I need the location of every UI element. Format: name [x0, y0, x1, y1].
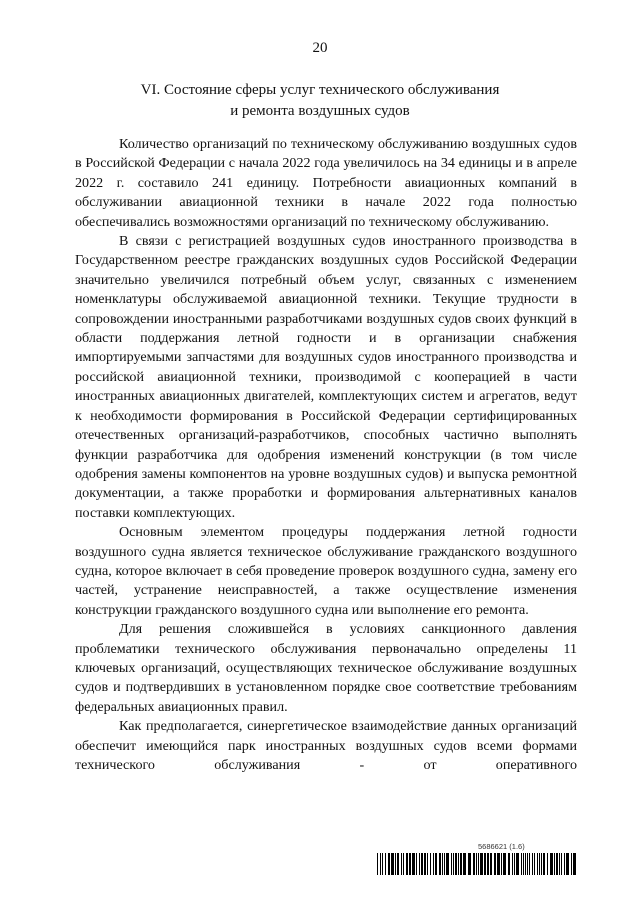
document-body: [75, 135, 577, 775]
paragraph-1: Количество организаций по техническому обслуживанию воздушных судов в Российской Федерации с начала 2022 года увеличилось на 34 единицы и в апреле 2022 г. составило 241 единицу. Потребности авиационных компаний в обслуживании авиационной техники в начале 2022 года полностью обеспечивались возможностями организаций по техническому обслуживанию.: [75, 136, 577, 230]
section-heading-line-2: и ремонта воздушных судов: [230, 103, 410, 119]
section-heading-line-1: VI. Состояние сферы услуг технического обслуживания: [140, 82, 500, 98]
paragraph-5: Как предполагается, синергетическое взаимодействие данных организаций обеспечит имеющийся парк иностранных воздушных судов всеми формами технического обслуживания - от оперативного: [75, 718, 577, 773]
paragraph-3: Основным элементом процедуры поддержания летной годности воздушного судна является техническое обслуживание гражданского воздушного судна, которое включает в себя проведение проверок воздушного судна, замену его частей, устранение неисправностей, а также осуществление изменения конструкции гражданского воздушного судна или выполнение его ремонта.: [75, 524, 577, 618]
paragraph-2: В связи с регистрацией воздушных судов иностранного производства в Государственном реестре гражданских воздушных судов Российской Федерации значительно увеличился потребный объем услуг, связанных с изменением номенклатуры обслуживаемой авиационной техники. Текущие трудности в сопровождении иностранными разработчиками воздушных судов своих функций в области поддержания летной годности и в организации снабжения импортируемыми запчастями для воздушных судов иностранного производства и российской авиационной техники, производимой с кооперацией в части иностранных авиационных двигателей, комплектующих систем и агрегатов, ведут к необходимости формирования в Российской Федерации сертифицированных отечественных организаций-разработчиков, способных частично выполнять функции разработчика для одобрения изменений конструкции (в том числе одобрения замены компонентов на уровне воздушных судов) и выпуска ремонтной документации, а также проработки и формирования альтернативных каналов поставки комплектующих.: [75, 233, 577, 521]
barcode-label: 5686621 (1.6): [478, 842, 525, 851]
barcode-image: [377, 853, 577, 875]
paragraph-4: Для решения сложившейся в условиях санкционного давления проблематики технического обслуживания первоначально определены 11 ключевых организаций, осуществляющих техническое обслуживание воздушных судов и подтвердивших в установленном порядке свое соответствие требованиям федеральных авиационных правил.: [75, 621, 577, 715]
section-heading: [60, 80, 580, 122]
page-number: 20: [312, 40, 328, 56]
